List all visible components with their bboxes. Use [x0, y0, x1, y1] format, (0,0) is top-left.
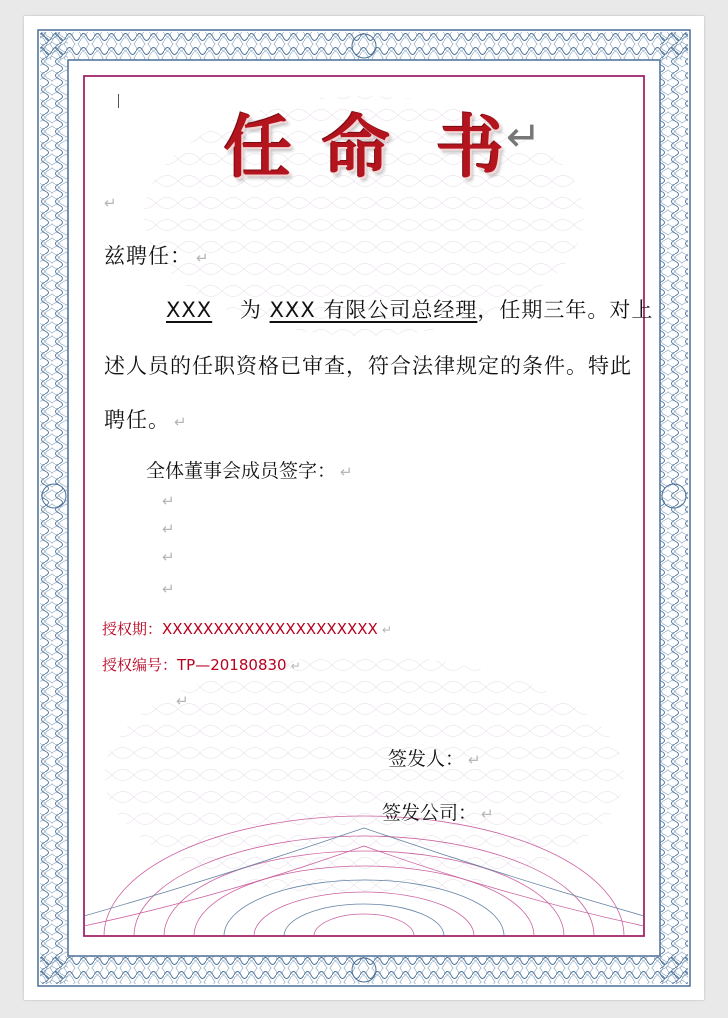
issuer-company-label: 签发公司：	[382, 802, 478, 824]
paragraph-mark: ↵	[290, 659, 301, 673]
signature-blank-1: ↵	[162, 492, 175, 510]
auth-period-label: 授权期：	[102, 620, 163, 638]
paragraph-mark: ↵	[196, 249, 210, 267]
paragraph-mark: ↵	[174, 413, 188, 431]
auth-number-line	[102, 654, 301, 675]
board-signature-label: 全体董事会成员签字：	[146, 460, 337, 482]
auth-number-value: TP—20180830	[177, 656, 287, 674]
title-char-3: 书	[436, 108, 505, 188]
empty-paragraph-mark: ↵	[104, 194, 117, 212]
text-cursor	[118, 94, 120, 108]
board-signature-line	[146, 456, 353, 483]
title-char-1: 任	[224, 108, 293, 188]
signature-blank-4: ↵	[162, 580, 175, 598]
auth-period-line	[102, 618, 392, 639]
issuer-company-line	[382, 798, 494, 825]
appointment-line-2: 述人员的任职资格已审查，符合法律规定的条件。特此	[104, 354, 632, 378]
appointment-line-1	[156, 294, 653, 324]
signature-blank-3: ↵	[162, 548, 175, 566]
term-text: ，任期三年。对上	[477, 298, 654, 322]
issuer-label: 签发人：	[388, 748, 465, 770]
appointee-name: XXX	[166, 298, 213, 322]
signature-blank-2: ↵	[162, 520, 175, 538]
closing-text: 聘任。	[104, 408, 170, 432]
paragraph-mark: ↵	[468, 751, 481, 769]
document-page[interactable]	[24, 16, 704, 1000]
paragraph-mark: ↵	[481, 805, 494, 823]
issuer-line	[388, 744, 481, 771]
company-position: XXX 有限公司总经理	[269, 298, 478, 322]
auth-number-label: 授权编号：	[102, 656, 178, 674]
auth-period-value: XXXXXXXXXXXXXXXXXXXXX	[162, 620, 378, 638]
paragraph-mark: ↵	[381, 623, 392, 637]
title-char-2: 命	[322, 108, 391, 188]
paragraph-mark: ↵	[340, 463, 353, 481]
greeting-line	[104, 240, 210, 270]
appointment-line-3	[104, 404, 188, 434]
empty-paragraph-mark-2: ↵	[176, 692, 189, 710]
title-paragraph-mark: ↵	[506, 112, 542, 161]
appoint-verb: 为	[239, 298, 262, 322]
greeting-text: 兹聘任：	[104, 244, 192, 268]
